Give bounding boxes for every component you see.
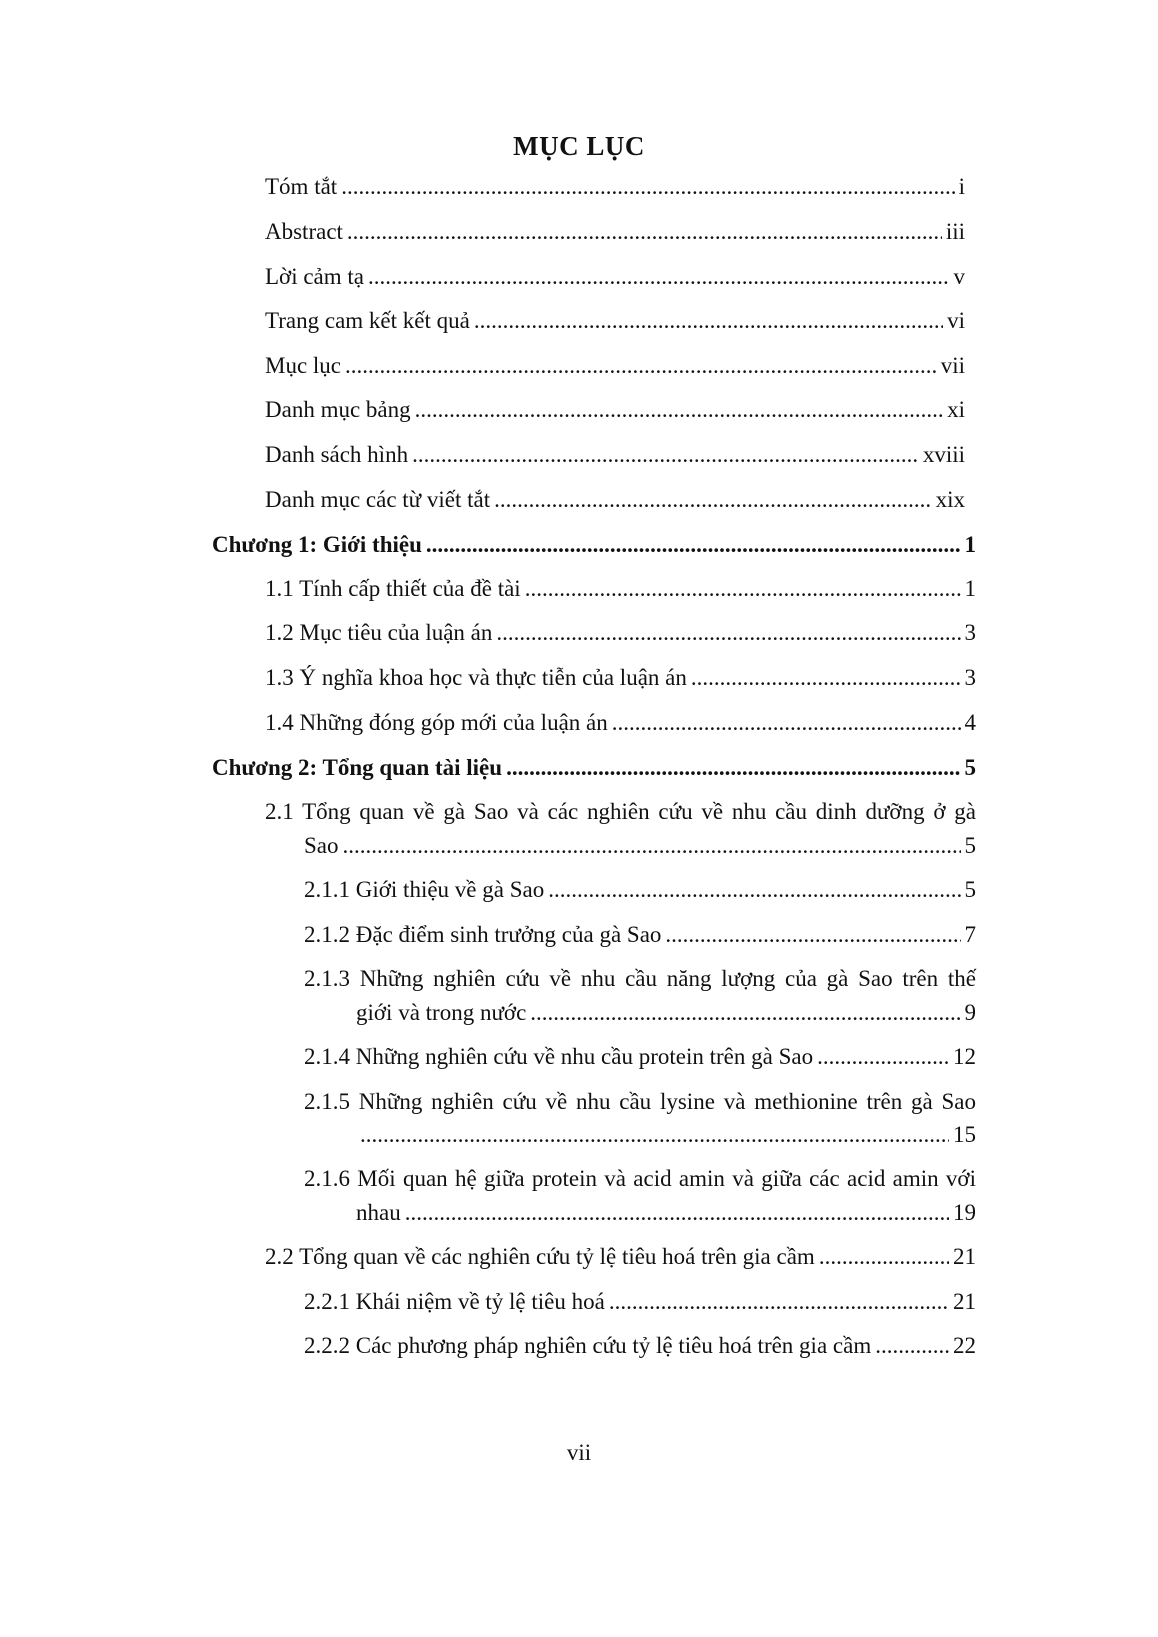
toc-entry-label: 1.1 Tính cấp thiết của đề tài xyxy=(265,576,521,601)
toc-entry-page: 15 xyxy=(953,1122,976,1147)
toc-section-2-1-5[interactable] xyxy=(304,1087,976,1117)
toc-entry-page: i xyxy=(958,174,965,199)
toc-entry-label: 1.2 Mục tiêu của luận án xyxy=(265,620,493,645)
dot-leader xyxy=(612,708,961,738)
dot-leader xyxy=(819,1242,949,1272)
toc-section-2-1-2[interactable] xyxy=(304,920,976,950)
toc-entry-page: xi xyxy=(947,397,965,422)
toc-entry-label: Sao xyxy=(304,833,339,858)
toc-entry-label: Trang cam kết kết quả xyxy=(265,308,470,333)
toc-entry[interactable] xyxy=(265,618,976,648)
toc-entry[interactable] xyxy=(265,485,965,515)
dot-leader xyxy=(347,217,942,247)
toc-entry[interactable] xyxy=(265,574,976,604)
toc-entry-page: 12 xyxy=(953,1044,976,1069)
toc-chapter-2[interactable] xyxy=(212,753,976,783)
toc-section-2-1-4[interactable] xyxy=(304,1042,976,1072)
toc-entry-label: 2.1.3 Những nghiên cứu về nhu cầu năng lượng của gà Sao trên thế xyxy=(304,966,976,991)
dot-leader xyxy=(665,920,960,950)
toc-entry-label: nhau xyxy=(356,1200,401,1225)
toc-entry-page: 1 xyxy=(964,576,976,601)
toc-entry-label: Danh mục bảng xyxy=(265,397,411,422)
dot-leader xyxy=(343,831,961,861)
toc-entry-label: Danh sách hình xyxy=(265,442,409,467)
toc-section-2-1-6[interactable] xyxy=(304,1164,976,1194)
dot-leader xyxy=(345,351,937,381)
dot-leader xyxy=(525,574,961,604)
toc-entry[interactable] xyxy=(265,262,965,292)
dot-leader xyxy=(474,306,943,336)
dot-leader xyxy=(426,530,961,560)
toc-entry-page: 21 xyxy=(953,1244,976,1269)
toc-entry-page: 5 xyxy=(964,755,976,780)
toc-section-2-2-2[interactable] xyxy=(304,1331,976,1361)
toc-section-2-1-3[interactable] xyxy=(304,964,976,994)
dot-leader xyxy=(405,1198,949,1228)
toc-section-2-1-1[interactable] xyxy=(304,875,976,905)
toc-entry-label: Chương 1: Giới thiệu xyxy=(212,532,422,557)
dot-leader xyxy=(875,1331,949,1361)
dot-leader xyxy=(548,875,960,905)
dot-leader xyxy=(506,753,960,783)
toc-entry-page: 7 xyxy=(964,922,976,947)
toc-entry-label: 2.1.2 Đặc điểm sinh trưởng của gà Sao xyxy=(304,922,662,947)
toc-section-2-2[interactable] xyxy=(265,1242,976,1272)
toc-entry[interactable] xyxy=(265,440,965,470)
dot-leader xyxy=(609,1287,949,1317)
toc-chapter-1[interactable] xyxy=(212,530,976,560)
toc-entry-label: Abstract xyxy=(265,219,343,244)
dot-leader xyxy=(496,618,960,648)
toc-entry-label: Chương 2: Tổng quan tài liệu xyxy=(212,755,503,780)
toc-entry-label: 2.1.4 Những nghiên cứu về nhu cầu protein trên gà Sao xyxy=(304,1044,814,1069)
toc-entry-page: iii xyxy=(945,219,965,244)
toc-entry-label: Lời cảm tạ xyxy=(265,264,365,289)
toc-entry-label: 2.2.1 Khái niệm về tỷ lệ tiêu hoá xyxy=(304,1289,605,1314)
toc-entry-page: 5 xyxy=(964,877,976,902)
toc-entry-page: xviii xyxy=(922,442,965,467)
dot-leader xyxy=(691,663,961,693)
toc-entry-page: v xyxy=(953,264,965,289)
toc-entry-label: 2.2 Tổng quan về các nghiên cứu tỷ lệ tiêu hoá trên gia cầm xyxy=(265,1244,815,1269)
toc-entry-label: giới và trong nước xyxy=(356,1000,527,1025)
toc-entry-page: 19 xyxy=(953,1200,976,1225)
toc-entry[interactable] xyxy=(265,395,965,425)
toc-entry-page: 5 xyxy=(964,833,976,858)
toc-section-2-1-5-cont[interactable] xyxy=(356,1120,976,1150)
toc-entry-page: 9 xyxy=(964,1000,976,1025)
toc-entry-label: 2.1.6 Mối quan hệ giữa protein và acid amin và giữa các acid amin với xyxy=(304,1166,976,1191)
toc-entry-page: vi xyxy=(947,308,965,333)
toc-entry[interactable] xyxy=(265,172,965,202)
toc-entry[interactable] xyxy=(265,663,976,693)
toc-entry-page: 3 xyxy=(964,620,976,645)
dot-leader xyxy=(415,395,943,425)
toc-entry-page: 22 xyxy=(953,1333,976,1358)
dot-leader xyxy=(341,172,954,202)
toc-entry-label: Danh mục các từ viết tắt xyxy=(265,487,491,512)
dot-leader xyxy=(368,262,949,292)
toc-entry-page: xix xyxy=(935,487,965,512)
toc-entry[interactable] xyxy=(265,708,976,738)
toc-section-2-1-6-cont[interactable] xyxy=(356,1198,976,1228)
toc-entry-label: 2.2.2 Các phương pháp nghiên cứu tỷ lệ tiêu hoá trên gia cầm xyxy=(304,1333,872,1358)
dot-leader xyxy=(817,1042,949,1072)
dot-leader xyxy=(412,440,919,470)
page-number: vii xyxy=(566,1440,592,1465)
toc-entry-label: Tóm tắt xyxy=(265,174,338,199)
page-title: MỤC LỤC xyxy=(513,131,645,161)
toc-entry-label: 2.1.5 Những nghiên cứu về nhu cầu lysine và methionine trên gà Sao xyxy=(304,1089,976,1114)
toc-entry-label: Mục lục xyxy=(265,353,342,378)
toc-entry-page: vii xyxy=(940,353,965,378)
dot-leader xyxy=(360,1120,949,1150)
toc-entry[interactable] xyxy=(265,217,965,247)
toc-entry-page: 1 xyxy=(964,532,976,557)
dot-leader xyxy=(530,998,960,1028)
dot-leader xyxy=(494,485,931,515)
toc-entry-label: 2.1.1 Giới thiệu về gà Sao xyxy=(304,877,545,902)
toc-entry-page: 3 xyxy=(964,665,976,690)
toc-entry-label: 1.4 Những đóng góp mới của luận án xyxy=(265,710,608,735)
toc-entry[interactable] xyxy=(265,306,965,336)
toc-section-2-1-cont[interactable] xyxy=(304,831,976,861)
toc-section-2-2-1[interactable] xyxy=(304,1287,976,1317)
toc-entry-page: 21 xyxy=(953,1289,976,1314)
toc-entry-label: 2.1 Tổng quan về gà Sao và các nghiên cứu về nhu cầu dinh dưỡng ở gà xyxy=(265,799,976,824)
toc-section-2-1-3-cont[interactable] xyxy=(356,998,976,1028)
toc-entry-page: 4 xyxy=(964,710,976,735)
toc-entry[interactable] xyxy=(265,351,965,381)
toc-section-2-1[interactable] xyxy=(265,797,976,827)
toc-entry-label: 1.3 Ý nghĩa khoa học và thực tiễn của luận án xyxy=(265,665,687,690)
